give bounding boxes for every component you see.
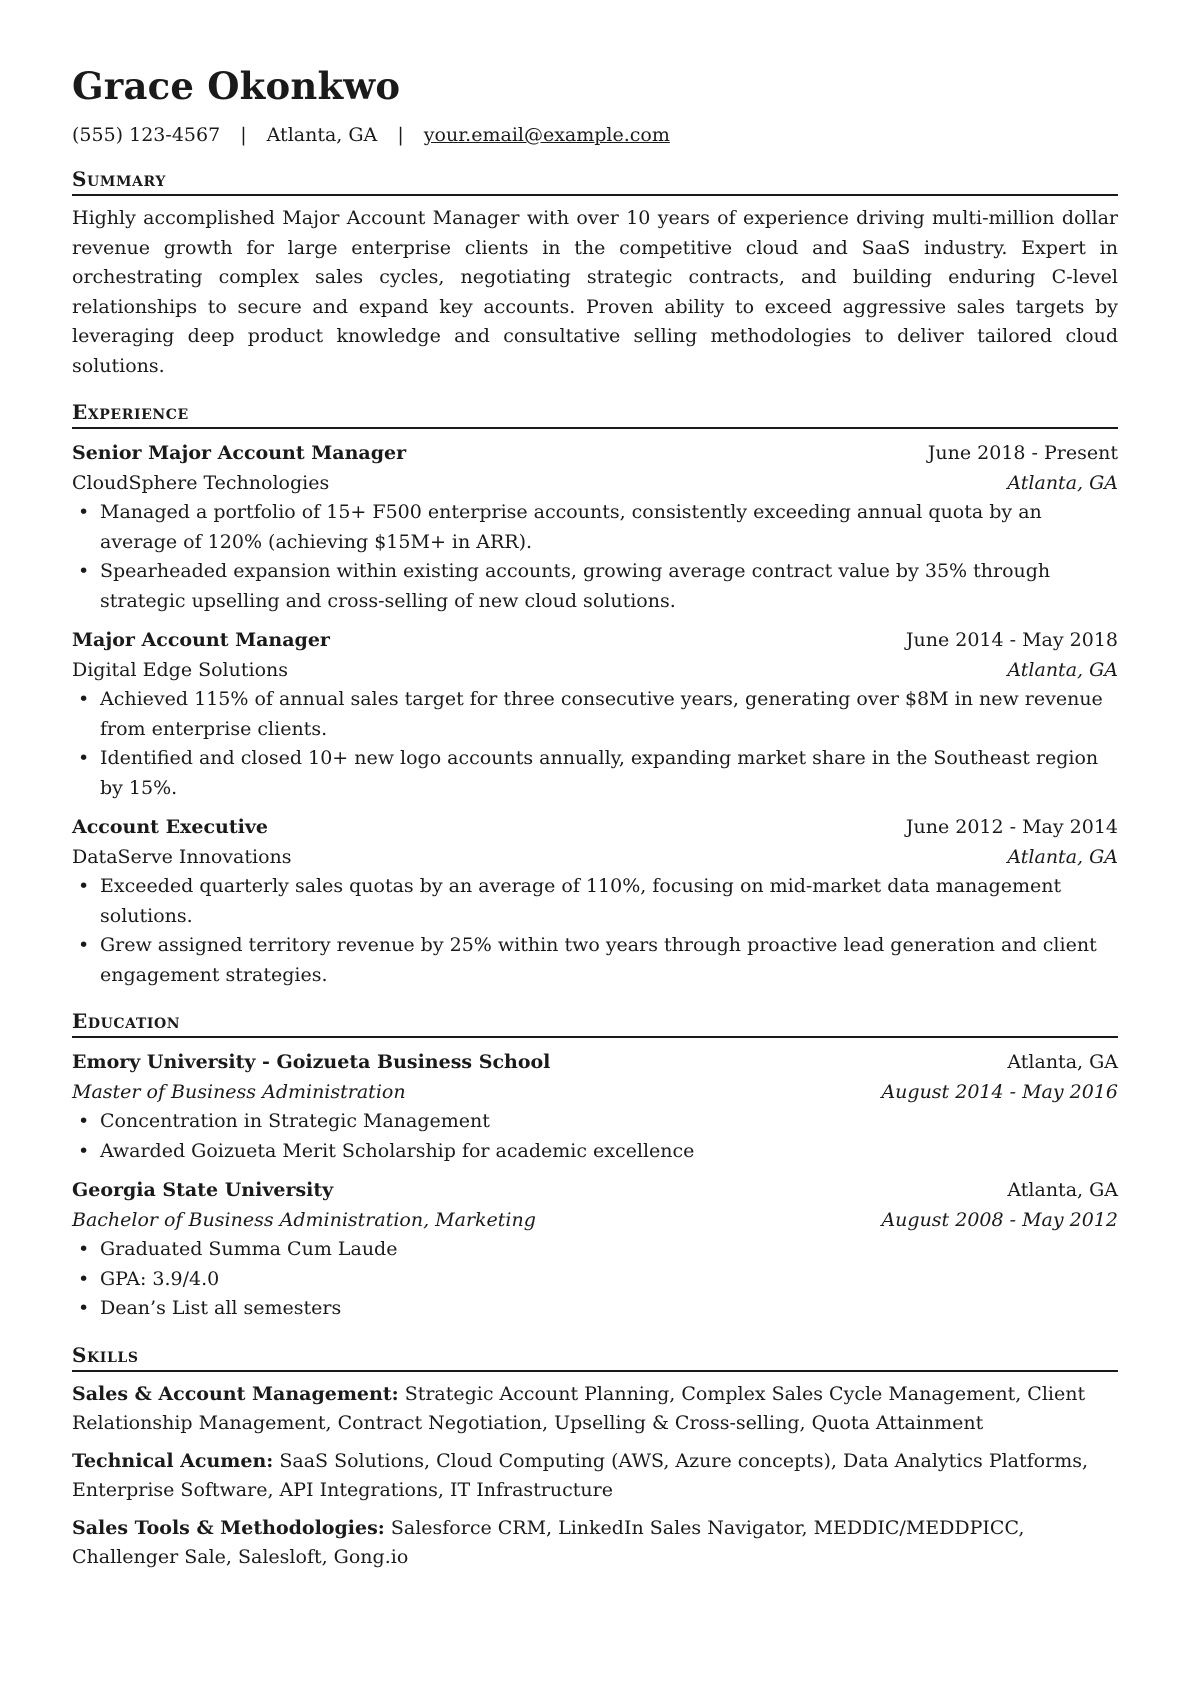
school-name: Emory University - Goizueta Business School: [72, 1051, 551, 1073]
location: Atlanta, GA: [266, 124, 378, 146]
degree-name: Master of Business Administration: [72, 1080, 406, 1103]
experience-entry: [72, 626, 1118, 803]
education-bullets: [72, 1235, 1118, 1324]
school-header: [72, 1048, 1118, 1078]
job-subheader: [72, 843, 1118, 873]
education-bullets: [72, 1107, 1118, 1166]
job-dates: June 2014 - May 2018: [905, 629, 1118, 651]
list-item: • Exceeded quarterly sales quotas by an average of 110%, focusing on mid-market data management solutions.: [72, 872, 1118, 931]
contact-line: [72, 122, 1118, 148]
experience-entry: [72, 813, 1118, 990]
degree-name: Bachelor of Business Administration, Marketing: [72, 1208, 536, 1231]
section-title-skills: Skills: [72, 1342, 1118, 1372]
job-subheader: [72, 656, 1118, 686]
skill-category: Sales & Account Management:: [72, 1382, 399, 1405]
job-location: Atlanta, GA: [1007, 471, 1118, 494]
list-item: • Grew assigned territory revenue by 25% within two years through proactive lead generation and client engagement strategies.: [72, 931, 1118, 990]
skill-group: [72, 1447, 1118, 1506]
experience-entry: [72, 439, 1118, 616]
job-dates: June 2012 - May 2014: [905, 816, 1118, 838]
job-bullets: [72, 872, 1118, 990]
candidate-name: Grace Okonkwo: [72, 64, 401, 108]
separator: |: [397, 124, 404, 146]
school-location: Atlanta, GA: [1007, 1179, 1118, 1201]
degree-row: [72, 1078, 1118, 1108]
list-item: • Identified and closed 10+ new logo accounts annually, expanding market share in the Southeast region by 15%.: [72, 744, 1118, 803]
list-item: • Achieved 115% of annual sales target for three consecutive years, generating over $8M in new revenue from enterprise clients.: [72, 685, 1118, 744]
list-item: • Graduated Summa Cum Laude: [72, 1235, 1118, 1265]
company-name: Digital Edge Solutions: [72, 658, 289, 681]
list-item: • Managed a portfolio of 15+ F500 enterprise accounts, consistently exceeding annual quota by an average of 120% (achieving $15M+ in ARR).: [72, 498, 1118, 557]
list-item: • Awarded Goizueta Merit Scholarship for academic excellence: [72, 1137, 1118, 1167]
job-title: Major Account Manager: [72, 629, 330, 651]
job-subheader: [72, 469, 1118, 499]
separator: |: [240, 124, 247, 146]
job-header: [72, 626, 1118, 656]
skill-category: Technical Acumen:: [72, 1449, 274, 1472]
skill-group: [72, 1380, 1118, 1439]
section-title-summary: Summary: [72, 166, 1118, 196]
school-location: Atlanta, GA: [1007, 1051, 1118, 1073]
education-entry: [72, 1176, 1118, 1324]
job-location: Atlanta, GA: [1007, 658, 1118, 681]
company-name: DataServe Innovations: [72, 845, 292, 868]
company-name: CloudSphere Technologies: [72, 471, 330, 494]
job-bullets: [72, 498, 1118, 616]
list-item: • GPA: 3.9/4.0: [72, 1265, 1118, 1295]
section-title-experience: Experience: [72, 399, 1118, 429]
skill-items: Salesforce CRM, LinkedIn Sales Navigator, MEDDIC/MEDDPICC, Challenger Sale, Salesloft, Gong.io: [72, 1516, 1025, 1568]
skill-items: SaaS Solutions, Cloud Computing (AWS, Azure concepts), Data Analytics Platforms, Enterprise Software, API Integrations, IT Infrastructure: [72, 1449, 1088, 1501]
list-item: • Spearheaded expansion within existing accounts, growing average contract value by 35% through strategic upselling and cross-selling of new cloud solutions.: [72, 557, 1118, 616]
degree-dates: August 2014 - May 2016: [881, 1080, 1118, 1103]
phone-number: (555) 123-4567: [72, 124, 221, 146]
job-title: Account Executive: [72, 816, 268, 838]
list-item: • Dean’s List all semesters: [72, 1294, 1118, 1324]
degree-dates: August 2008 - May 2012: [881, 1208, 1118, 1231]
list-item: • Concentration in Strategic Management: [72, 1107, 1118, 1137]
job-location: Atlanta, GA: [1007, 845, 1118, 868]
section-title-education: Education: [72, 1008, 1118, 1038]
job-dates: June 2018 - Present: [927, 442, 1118, 464]
school-header: [72, 1176, 1118, 1206]
job-bullets: [72, 685, 1118, 803]
email-link[interactable]: your.email@example.com: [423, 124, 670, 146]
job-header: [72, 813, 1118, 843]
summary-text: Highly accomplished Major Account Manager with over 10 years of experience driving multi-million dollar revenue growth for large enterprise clients in the competitive cloud and SaaS industry. Expert in orchestrating complex sales cycles, negotiating strategic contracts, and building enduring C-level relationships to secure and expand key accounts. Proven ability to exceed aggressive sales targets by leveraging deep product knowledge and consultative selling methodologies to deliver tailored cloud solutions.: [72, 207, 1118, 377]
skill-group: [72, 1514, 1118, 1573]
skill-category: Sales Tools & Methodologies:: [72, 1516, 385, 1539]
skill-items: Strategic Account Planning, Complex Sales Cycle Management, Client Relationship Management, Contract Negotiation, Upselling & Cross-selling, Quota Attainment: [72, 1382, 1086, 1434]
school-name: Georgia State University: [72, 1179, 334, 1201]
degree-row: [72, 1206, 1118, 1236]
job-header: [72, 439, 1118, 469]
job-title: Senior Major Account Manager: [72, 442, 407, 464]
education-entry: [72, 1048, 1118, 1166]
